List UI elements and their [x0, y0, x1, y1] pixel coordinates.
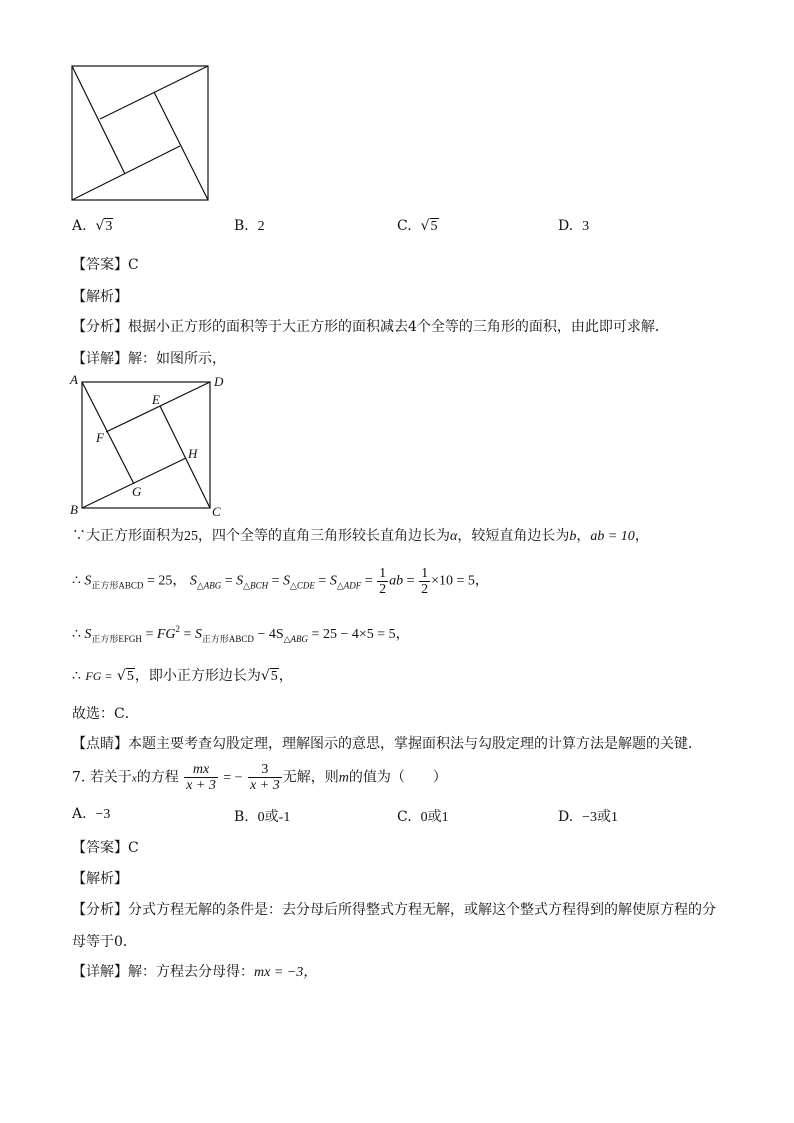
q7-option-c: C. 0或1	[397, 809, 449, 825]
label-h: H	[188, 446, 198, 461]
label-e: E	[152, 392, 160, 407]
figure-squares-labeled	[66, 372, 230, 518]
q7-analysis-heading: 【解析】	[72, 871, 128, 887]
label-f: F	[96, 430, 104, 445]
label-d: D	[214, 374, 224, 389]
q7-fenxi-line-2: 母等于0．	[72, 934, 137, 950]
q6-fenxi: 【分析】根据小正方形的面积等于大正方形的面积减去4个全等的三角形的面积，由此即可求解．	[72, 319, 669, 335]
q6-option-a: A. √3	[72, 218, 113, 234]
label-a: A	[70, 372, 78, 387]
q7-stem: 7. 若关于x的方程 $\frac{mx}{x + 3}$ = − $\frac{3}{x + 3}$ 无解，则m的值为（ ）	[72, 762, 447, 793]
q7-xiangjie: 【详解】解：方程去分母得：mx = −3，	[72, 964, 318, 980]
q6-dianjing: 【点睛】本题主要考查勾股定理，理解图示的意思，掌握面积法与勾股定理的计算方法是解题的关键．	[72, 736, 702, 752]
q6-option-d: D. 3	[558, 218, 590, 234]
q6-choose: 故选：C．	[72, 706, 139, 722]
q6-solution-line-2: ∴ $S_{正方形ABCD} = 25$， $S_{\triangle ABG} = S_{\triangle BCH} = S_{\triangle CDE} = S_{\triangle ADF}$ = $\frac{1}{2}$ ab = $\frac{1}{2}$ ×10 = 5，	[72, 566, 489, 597]
q6-solution-line-1: ∵大正方形面积为25，四个全等的直角三角形较长直角边长为α，较短直角边长为b，ab = 10，	[72, 528, 649, 544]
label-g: G	[132, 484, 142, 499]
q7-option-d: D. −3或1	[558, 809, 618, 825]
q6-solution-line-3: ∴ $S_{正方形EFGH} = FG^2 = S_{正方形ABCD} - 4S_{\triangle ABG} = 25 - 4\times 5 = 5$，	[72, 624, 410, 644]
q6-solution-line-4: ∴ FG = √5，即小正方形边长为√5，	[72, 668, 293, 684]
figure-squares-unlabeled	[70, 64, 212, 202]
label-b: B	[70, 502, 78, 517]
q6-analysis-heading: 【解析】	[72, 289, 128, 305]
q7-option-b: B. 0或-1	[234, 809, 291, 825]
q6-option-b: B. 2	[234, 218, 265, 234]
q7-answer: 【答案】C	[72, 840, 139, 856]
q7-option-a: A. −3	[72, 806, 111, 822]
q6-option-c: C. √5	[397, 218, 438, 234]
q6-xiangjie: 【详解】解：如图所示，	[72, 351, 226, 367]
q6-answer: 【答案】C	[72, 257, 139, 273]
q7-fenxi-line-1: 【分析】分式方程无解的条件是：去分母后所得整式方程无解，或解这个整式方程得到的解使原方程的分	[72, 902, 716, 918]
label-c: C	[212, 504, 221, 518]
